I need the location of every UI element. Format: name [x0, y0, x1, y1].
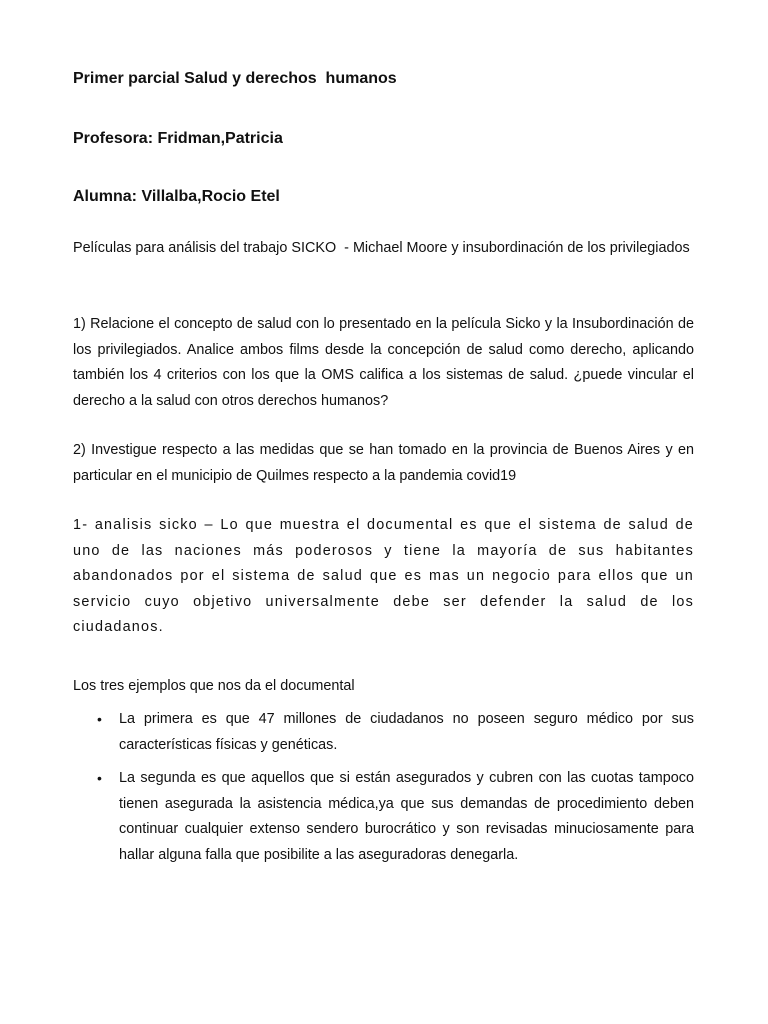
bullet-icon: • — [97, 770, 102, 786]
list-item — [73, 766, 694, 868]
analysis-paragraph: 1- analisis sicko – Lo que muestra el documental es que el sistema de salud de uno de las naciones más poderosos y tiene la mayoría de sus habitantes abandonados por el sistema de salud que es mas un negocio para ellos que un servicio cuyo objetivo universalmente debe ser defender la salud de los ciudadanos. — [73, 517, 700, 635]
list-item-text: La primera es que 47 millones de ciudadanos no poseen seguro médico por sus características físicas y genéticas. — [119, 711, 694, 753]
examples-list — [73, 707, 694, 876]
student-line: Alumna: Villalba,Rocio Etel — [73, 188, 280, 205]
question-2: 2) Investigue respecto a las medidas que se han tomado en la provincia de Buenos Aires y en particular en el municipio de Quilmes respecto a la pandemia covid19 — [73, 442, 698, 484]
list-item — [73, 707, 694, 758]
document-page — [73, 0, 700, 1024]
examples-intro: Los tres ejemplos que nos da el documental — [73, 678, 355, 694]
professor-line: Profesora: Fridman,Patricia — [73, 130, 283, 147]
list-item-text: La segunda es que aquellos que si están asegurados y cubren con las cuotas tampoco tienen asegurada la asistencia médica,ya que sus demandas de procedimiento deben continuar cualquier extenso sendero burocrático y son revisadas minuciosamente para hallar alguna falla que posibilite a las aseguradoras denegarla. — [119, 770, 694, 863]
document-title: Primer parcial Salud y derechos humanos — [73, 70, 397, 87]
bullet-icon: • — [97, 711, 102, 727]
question-1: 1) Relacione el concepto de salud con lo presentado en la película Sicko y la Insubordinación de los privilegiados. Analice ambos films desde la concepción de salud como derecho, aplicando también los 4 criterios con los que la OMS califica a los sistemas de salud. ¿puede vincular el derecho a la salud con otros derechos humanos? — [73, 316, 698, 409]
intro-paragraph: Películas para análisis del trabajo SICKO - Michael Moore y insubordinación de los privilegiados — [73, 240, 690, 256]
